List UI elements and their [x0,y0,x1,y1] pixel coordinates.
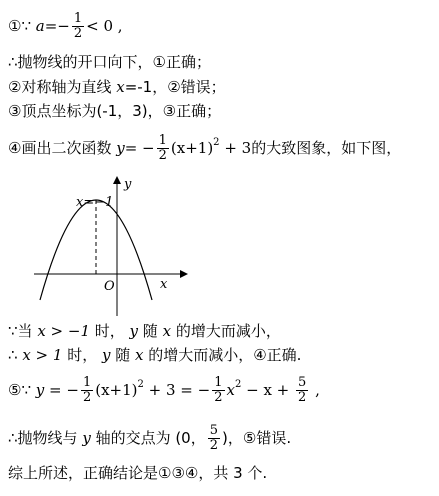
x-axis-label: x [160,277,168,292]
line-9-suffix: )，⑤错误. [222,429,292,447]
line-9 [8,424,291,453]
exponent: 2 [137,379,144,390]
plus-three-eq: + 3 = − [143,381,211,399]
line-6-prefix: ∵当 [8,322,38,340]
line-3 [8,77,226,97]
denominator: 2 [82,390,92,405]
condition: x > −1 [37,322,90,340]
line-7-suffix: 的增大而减小，④正确. [143,346,302,364]
minus-x-plus: − x + [241,381,295,399]
fraction-half [72,12,84,41]
fraction-3 [296,376,308,405]
line-4: ③顶点坐标为(-1，3)，③正确； [8,102,222,120]
numerator: 1 [214,375,223,390]
numerator: 1 [82,375,92,390]
line-9-mid: 轴的交点为 (0， [90,429,206,447]
line-5-suffix: 的大致图象，如下图， [251,139,402,157]
denominator: 2 [214,390,223,405]
paren-expr: (x+1) [95,381,138,399]
denominator: 2 [158,148,167,163]
fraction-2 [212,376,224,405]
y-axis-arrow [113,176,121,184]
var-x: x [226,381,235,399]
fraction-1 [81,376,93,405]
var-y: y [129,322,139,340]
denominator: 2 [209,438,219,453]
fraction-5-2 [208,424,220,453]
text-sui: 随 [138,322,163,340]
line-9-prefix: ∴抛物线与 [8,429,83,447]
line-6-suffix: 的增大而减小， [171,322,281,340]
var-y: y [101,346,111,364]
less-than-zero: < 0 , [86,17,123,35]
fraction-half [157,134,169,163]
equals-minus: =− [44,17,70,35]
vertex-label: x=−1 [76,195,114,210]
paren-expr: (x+1) [170,139,214,157]
exponent: 2 [234,379,242,390]
y-axis-label: y [124,177,132,192]
line-6 [8,321,281,341]
line-10: 综上所述，正确结论是①③④，共 3 个. [8,464,268,482]
text-shi: 时， [90,322,130,340]
var-x: x [135,346,144,364]
origin-label: O [104,279,115,294]
equals-minus: = − [44,381,79,399]
line-7-prefix: ∴ [8,346,23,364]
comma: , [310,381,320,399]
var-x: x [116,78,125,96]
numerator: 1 [158,133,167,148]
line-5 [8,134,401,163]
var-y: y [116,139,125,157]
condition: x > 1 [22,346,63,364]
line-8 [8,376,320,405]
line-3-suffix: =-1，②错误； [124,78,226,96]
line-5-prefix: ④画出二次函数 [8,139,117,157]
denominator: 2 [73,26,83,41]
because-symbol: ∵ [21,381,31,399]
text-sui: 随 [110,346,135,364]
line-7 [8,345,301,365]
denominator: 2 [298,390,307,405]
line-2: ∴抛物线的开口向下，①正确； [8,53,211,71]
because-symbol: ∵ [21,17,31,35]
var-a: a [35,17,45,35]
numerator: 5 [209,423,219,438]
circled-1: ① [8,17,22,35]
exponent: 2 [213,137,220,148]
numerator: 1 [73,11,83,26]
var-y: y [82,429,91,447]
line-1 [8,12,123,41]
equals-minus: = − [124,139,155,157]
numerator: 5 [298,375,307,390]
parabola-graph [30,170,190,320]
var-x: x [162,322,172,340]
line-3-prefix: ②对称轴为直线 [8,78,117,96]
text-shi: 时， [62,346,102,364]
circled-5: ⑤ [8,381,22,399]
var-y: y [35,381,45,399]
x-axis-arrow [180,270,188,278]
plus-three: + 3 [219,139,252,157]
